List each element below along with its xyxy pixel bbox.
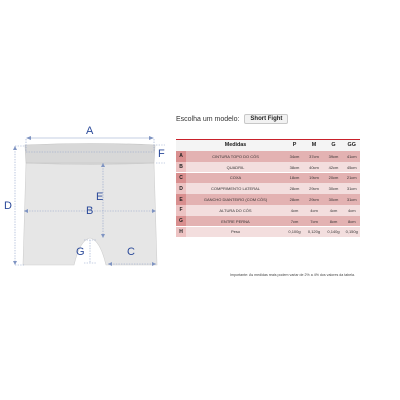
header-cell-m: M (311, 142, 317, 149)
header-cell-gg: GG (347, 142, 356, 149)
row-value-m: 29cm (309, 197, 319, 203)
row-measure-name: ENTRE PERNA (221, 218, 250, 224)
row-value-p: 0,100g (288, 229, 301, 235)
label-e: E (96, 191, 104, 203)
row-value-p: 28cm (289, 197, 300, 203)
row-value-p: 28cm (289, 186, 300, 192)
table-row (176, 216, 360, 227)
row-value-gg: 8cm (347, 218, 356, 224)
row-value-m: 19cm (309, 175, 319, 181)
row-value-m: 40cm (309, 164, 319, 170)
model-selector-button[interactable]: Short Fight (244, 114, 288, 124)
row-value-p: 4cm (290, 207, 299, 213)
shorts-measurement-diagram (0, 0, 175, 400)
row-letter: E (176, 194, 186, 205)
row-value-p: 18cm (289, 175, 300, 181)
row-letter: D (176, 183, 186, 194)
row-letter: G (176, 216, 186, 227)
model-selector (176, 112, 288, 126)
table-row (176, 183, 360, 194)
row-letter: H (176, 227, 186, 238)
label-g: G (76, 246, 85, 258)
header-cell-measure: Medidas (224, 142, 247, 149)
row-measure-name: COXA (229, 175, 242, 181)
row-value-g: 42cm (328, 164, 339, 170)
table-row (176, 194, 360, 205)
row-measure-name: COMPRIMENTO LATERAL (211, 186, 260, 192)
row-value-g: 0,140g (327, 229, 340, 235)
header-cell-p: P (292, 142, 297, 149)
row-value-gg: 45cm (346, 164, 357, 170)
table-row (176, 162, 360, 173)
label-a: A (86, 125, 94, 137)
row-value-g: 39cm (328, 153, 339, 159)
label-b: B (86, 205, 94, 217)
row-value-g: 4cm (329, 207, 338, 213)
disclaimer-note: Importante: As medidas reais podem variar de 2% a 4% dos valores da tabela. (230, 273, 356, 277)
table-row (176, 151, 360, 162)
table-row (176, 173, 360, 184)
shorts-illustration (0, 0, 175, 400)
row-value-p: 38cm (289, 164, 300, 170)
model-selector-label: Escolha um modelo: (176, 115, 240, 123)
header-cell-g: G (331, 142, 336, 149)
row-value-g: 8cm (329, 218, 338, 224)
row-letter: C (176, 173, 186, 184)
row-value-gg: 0,150g (345, 229, 358, 235)
row-value-m: 7cm (310, 218, 318, 224)
row-letter: B (176, 162, 186, 173)
row-measure-name: QUADRIL (226, 164, 245, 170)
row-value-g: 20cm (328, 175, 339, 181)
row-value-gg: 4cm (347, 207, 356, 213)
label-c: C (127, 246, 135, 258)
row-value-gg: 31cm (346, 186, 357, 192)
row-letter: A (176, 151, 186, 162)
row-value-gg: 41cm (346, 153, 357, 159)
table-row (176, 205, 360, 216)
row-value-g: 30cm (328, 186, 339, 192)
row-value-p: 7cm (290, 218, 299, 224)
size-table (176, 139, 360, 237)
row-value-gg: 21cm (346, 175, 357, 181)
row-value-gg: 31cm (346, 197, 357, 203)
row-value-p: 34cm (289, 153, 300, 159)
row-measure-name: GANCHO DIANTEIRO (COM CÓS) (203, 197, 268, 203)
table-row (176, 227, 360, 238)
row-value-m: 4cm (310, 207, 318, 213)
row-value-g: 30cm (328, 197, 339, 203)
shorts-waistband (25, 144, 155, 165)
label-d: D (4, 200, 12, 212)
row-value-m: 0,120g (307, 229, 321, 235)
row-value-m: 29cm (309, 186, 319, 192)
row-letter: F (176, 205, 186, 216)
row-measure-name: Peso (230, 229, 241, 235)
row-value-m: 37cm (309, 153, 319, 159)
table-header (176, 139, 360, 151)
label-f: F (158, 148, 165, 160)
row-measure-name: CINTURA TOPO DO CÓS (212, 153, 259, 159)
row-measure-name: ALTURA DO CÓS (219, 207, 252, 213)
